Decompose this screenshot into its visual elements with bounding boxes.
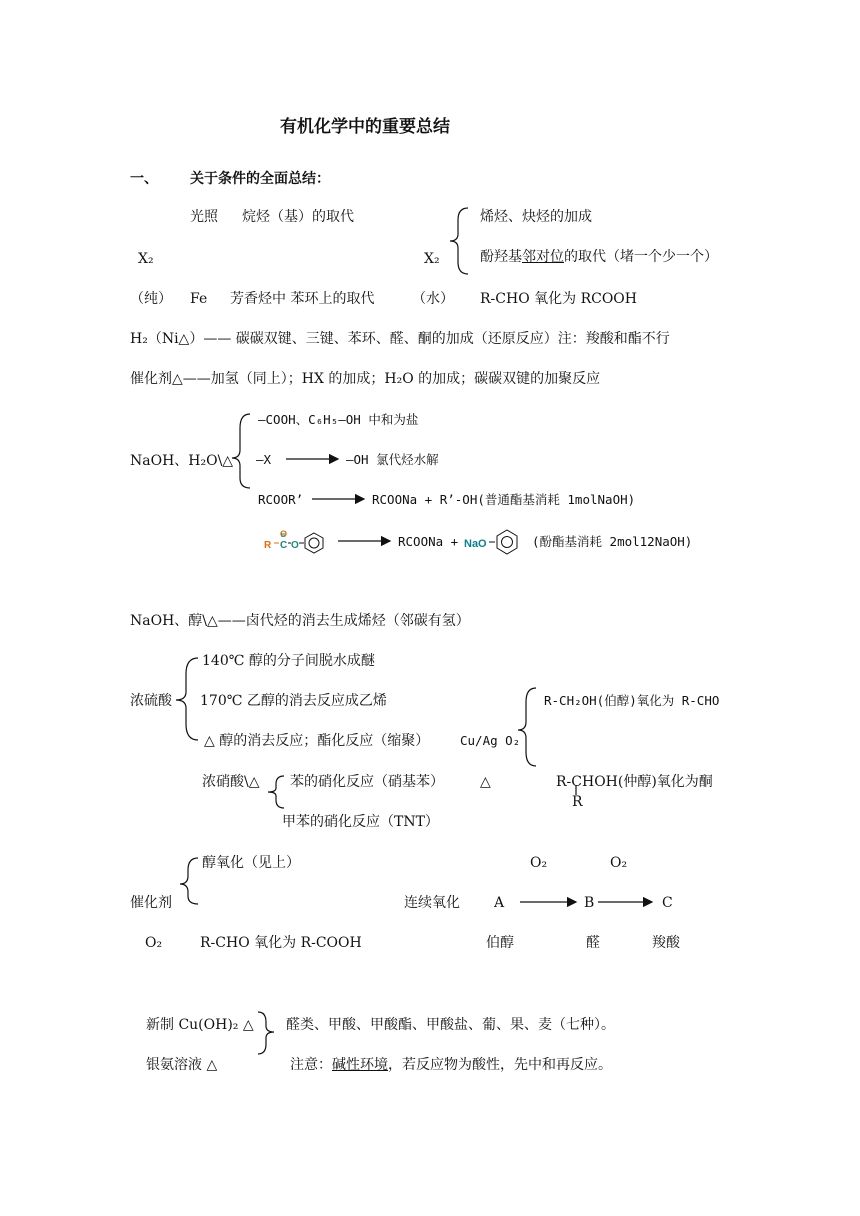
o2-first: O₂	[530, 855, 548, 871]
catalyst2-label: 催化剂	[130, 895, 172, 911]
cuoh2-reagent: 新制 Cu(OH)₂ △	[146, 1017, 254, 1033]
note-pre: 注意：	[290, 1057, 332, 1073]
naoh-alcohol-line: NaOH、醇\△——卤代烃的消去生成烯烃（邻碳有氢）	[130, 613, 470, 629]
note-post: ，若反应物为酸性，先中和再反应。	[388, 1057, 612, 1073]
struct-o-top: O	[280, 529, 288, 539]
section-number: 一、	[130, 171, 158, 187]
o2-second: O₂	[610, 855, 628, 871]
aldehyde-oxidation: R-CHO 氧化为 RCOOH	[480, 291, 637, 307]
light-reaction: 烷烃（基）的取代	[242, 209, 354, 225]
light-condition: 光照	[190, 209, 218, 225]
pure-label: （纯）	[130, 291, 172, 307]
phenol-pre: 酚羟基	[480, 249, 522, 265]
catalyst-line: 催化剂△——加氢（同上）；HX 的加成；H₂O 的加成；碳碳双键的加聚反应	[130, 371, 601, 387]
struct-o: O	[291, 540, 299, 551]
naoh-water-label: NaOH、H₂O\△	[130, 453, 234, 469]
cu-ag-label: Cu/Ag O₂	[460, 733, 521, 748]
struct-c: C	[280, 540, 288, 551]
phenol-ester-note: (酚酯基消耗 2mol12NaOH)	[532, 534, 693, 549]
neutralization: —COOH、C₆H₅—OH 中和为盐	[258, 412, 419, 427]
alkene-addition: 烯烃、炔烃的加成	[480, 209, 592, 225]
silver-ammonia-reagent: 银氨溶液 △	[146, 1057, 218, 1073]
primary-alcohol-oxidation: R-CH₂OH(伯醇)氧化为 R-CHO	[544, 693, 720, 708]
water-label: （水）	[412, 291, 454, 307]
name-b: 醛	[586, 935, 600, 951]
struct-r: R	[264, 540, 272, 551]
hno3-item1: 苯的硝化反应（硝基苯）	[290, 774, 444, 790]
ester-left: RCOOR’	[258, 492, 304, 507]
h2so4-item3: △ 醇的消去反应；酯化反应（缩聚）	[204, 733, 430, 749]
brace-h2so4	[176, 658, 198, 740]
aromatic-substitution: 芳香烃中 苯环上的取代	[230, 291, 375, 307]
hno3-label: 浓硝酸\△	[202, 774, 260, 790]
catalyst2-item1: 醇氧化（见上）	[202, 855, 300, 871]
name-a: 伯醇	[486, 935, 514, 951]
halide-hydrolysis: —OH 氯代烃水解	[346, 452, 439, 467]
secondary-alcohol-oxidation: R-CHOH(仲醇)氧化为酮	[556, 774, 713, 790]
brace-x2	[450, 208, 468, 274]
compound-c: C	[662, 895, 673, 911]
ester-right: RCOONa + R’-OH(普通酯基消耗 1molNaOH)	[372, 492, 636, 507]
catalyst2-item2: R-CHO 氧化为 R-COOH	[200, 935, 362, 951]
phenol-post: 的取代（堵一个少一个）	[564, 249, 718, 265]
h2so4-label: 浓硫酸	[130, 693, 172, 709]
ortho-para: 邻对位	[522, 249, 564, 265]
struct-nao: NaO	[464, 538, 487, 550]
catalyst2-o2: O₂	[145, 935, 163, 951]
secondary-alcohol-r: R	[572, 794, 583, 810]
benzene-ring-right	[497, 530, 517, 554]
fe-label: Fe	[190, 291, 208, 307]
h2so4-item1: 140℃ 醇的分子间脱水成醚	[202, 653, 375, 669]
x2-reagent-right: X₂	[424, 251, 440, 267]
note-underline: 碱性环境	[332, 1057, 388, 1073]
phenol-ester-product: RCOONa +	[398, 534, 459, 549]
brace-cuoh2	[258, 1012, 274, 1054]
brace-hno3	[268, 776, 284, 808]
compound-b: B	[584, 895, 595, 911]
delta-symbol: △	[480, 774, 491, 790]
halide-x: —X	[256, 452, 272, 467]
name-c: 羧酸	[652, 935, 680, 951]
aldehyde-list: 醛类、甲酸、甲酸酯、甲酸盐、葡、果、麦（七种）。	[286, 1017, 615, 1033]
h2so4-item2: 170℃ 乙醇的消去反应成乙烯	[200, 693, 387, 709]
h2-line: H₂（Ni△）—— 碳碳双键、三键、苯环、醛、酮的加成（还原反应）注：羧酸和酯不行	[130, 331, 670, 347]
brace-catalyst2	[180, 858, 198, 904]
brace-naoh-water	[232, 414, 250, 488]
benzene-ring-left	[305, 533, 323, 553]
continuous-label: 连续氧化	[404, 895, 460, 911]
hno3-item2: 甲苯的硝化反应（TNT）	[282, 814, 439, 830]
x2-reagent-left: X₂	[138, 251, 154, 267]
section-heading: 关于条件的全面总结：	[190, 171, 330, 187]
brace-cu-ag	[518, 688, 536, 766]
compound-a: A	[494, 895, 505, 911]
page-title: 有机化学中的重要总结	[280, 117, 450, 137]
